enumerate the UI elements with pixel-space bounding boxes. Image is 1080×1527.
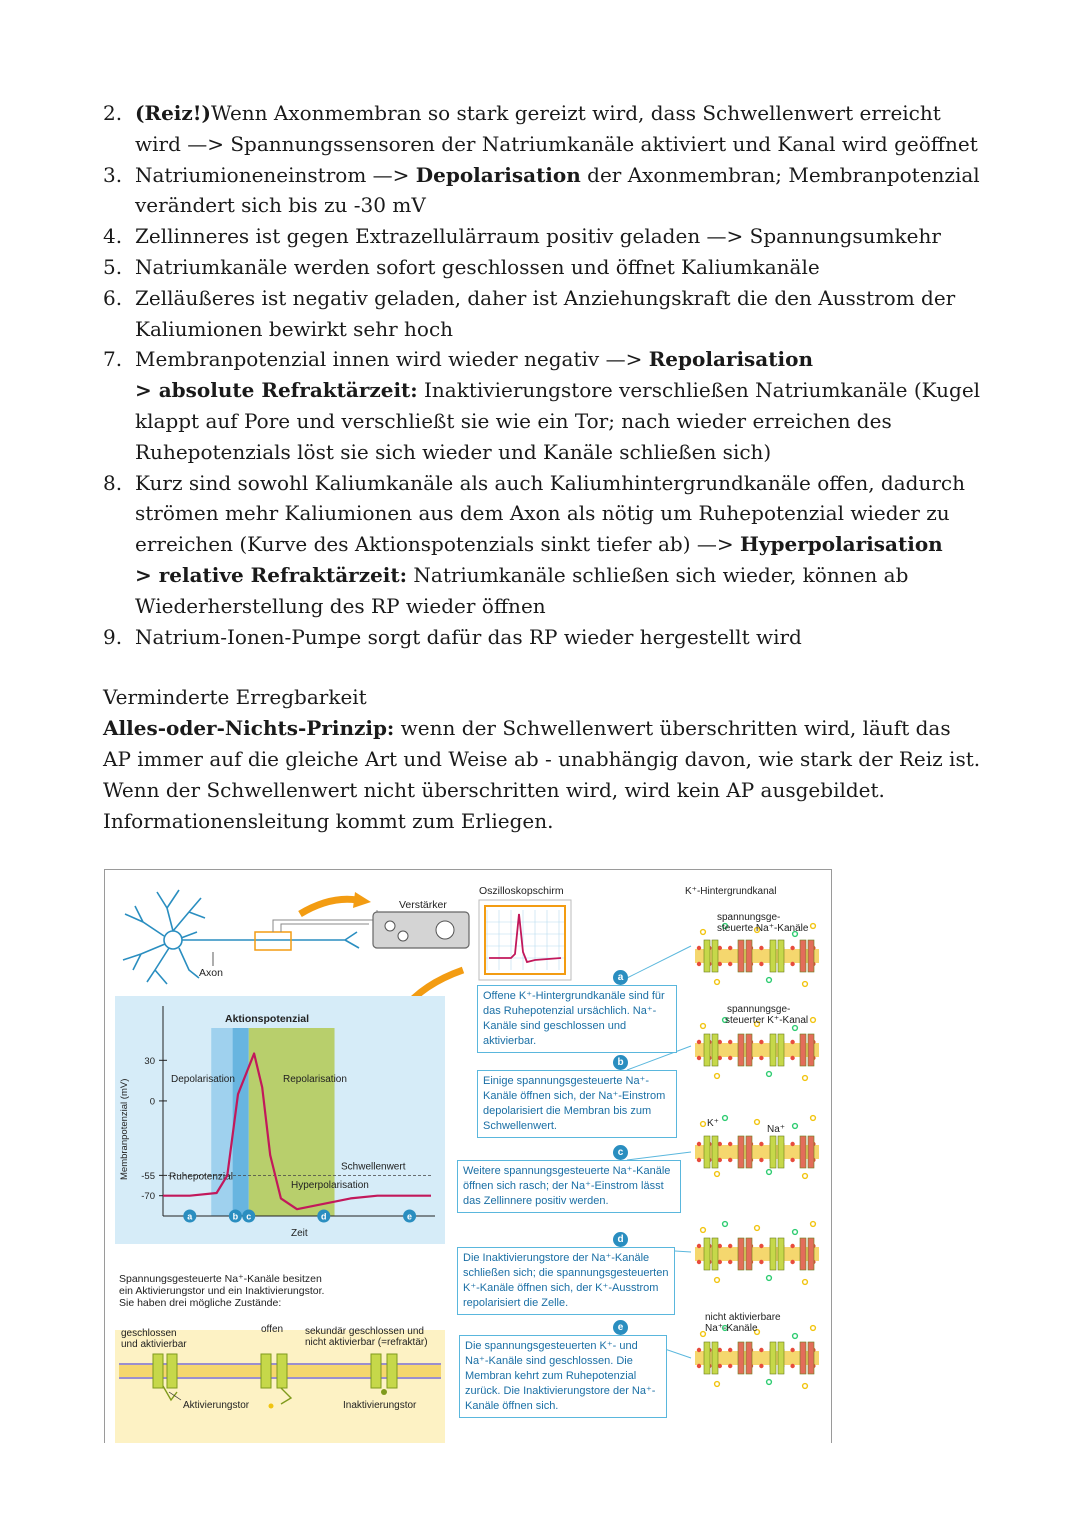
phase-marker-label: a: [187, 1211, 193, 1222]
ion: [715, 980, 720, 985]
step-tag-c: c: [613, 1145, 628, 1160]
step-tag-e: e: [613, 1320, 628, 1335]
ion: [701, 1024, 706, 1029]
step-item: [103, 622, 983, 653]
channel-subunit: [704, 1034, 710, 1066]
lipid-head: [790, 1142, 794, 1146]
step-number: 5.: [103, 254, 123, 279]
state-closed-line-1: geschlossen: [121, 1328, 177, 1339]
step-text: [135, 98, 983, 160]
step-number: 4.: [103, 224, 123, 249]
step-item: [103, 344, 983, 467]
lipid-head: [697, 1056, 701, 1060]
k-channel-label-line-2: steuerter K⁺-Kanal: [725, 1015, 809, 1026]
ion: [793, 1026, 798, 1031]
lipid-head: [759, 1056, 763, 1060]
amplifier-label: Verstärker: [399, 899, 447, 911]
channel-subunit: [770, 1342, 776, 1374]
y-tick-label: -70: [141, 1191, 155, 1203]
channel-subunit: [738, 940, 744, 972]
lipid-head: [697, 1158, 701, 1162]
step-bold-text: (Reiz!): [135, 101, 212, 125]
state-refractory-line-2: nicht aktivierbar (=refraktär): [305, 1337, 428, 1348]
ion: [715, 1172, 720, 1177]
ion: [803, 1384, 808, 1389]
channel-subunit: [712, 940, 718, 972]
step-plain-text: der Axonmembran; Membranpotenzial verändert sich bis zu -30 mV: [135, 162, 980, 218]
oscilloscope-label: Oszilloskopschirm: [479, 885, 564, 897]
channel-subunit: [800, 940, 806, 972]
step-item: [103, 221, 983, 252]
channel-subunit: [770, 1034, 776, 1066]
ion: [715, 1074, 720, 1079]
gates-intro-line-2: ein Aktivierungstor und ein Inaktivierungstor.: [119, 1285, 325, 1297]
ion: [755, 1226, 760, 1231]
step-number: 9.: [103, 624, 123, 649]
channel-subunit: [738, 1136, 744, 1168]
channel-subunit: [770, 1238, 776, 1270]
x-axis-label: Zeit: [291, 1228, 308, 1239]
ion: [803, 1280, 808, 1285]
phase-label: Depolarisation: [171, 1074, 235, 1085]
step-number: 7.: [103, 347, 123, 372]
step-text: [135, 160, 983, 222]
step-plain-text: Zellinneres ist gegen Extrazellulärraum positiv geladen —> Spannungsumkehr: [135, 224, 941, 249]
step-box-d: Die Inaktivierungstore der Na⁺-Kanäle schließen sich; die spannungsgesteuerten K⁺-Kanäle öffnen sich, der K⁺-Ausstrom repolarisiert die Zelle.: [457, 1247, 675, 1315]
non-activatable-line-1: nicht aktivierbare: [705, 1312, 781, 1323]
channel-subunit: [704, 1136, 710, 1168]
step-plain-text: Natriumkanäle schließen sich wieder, können ab Wiederherstellung des RP wieder öffnen: [135, 562, 909, 618]
ion: [701, 1122, 706, 1127]
gates-intro-line-1: Spannungsgesteuerte Na⁺-Kanäle besitzen: [119, 1273, 322, 1285]
lipid-head: [697, 1040, 701, 1044]
lipid-head: [790, 1056, 794, 1060]
channel-subunit: [808, 1034, 814, 1066]
ion: [723, 1116, 728, 1121]
step-bold-text: Depolarisation: [415, 162, 581, 187]
step-plain-text: Natriumkanäle werden sofort geschlossen und öffnet Kaliumkanäle: [135, 254, 820, 279]
lipid-head: [728, 1244, 732, 1248]
principle-text: wenn der Schwellenwert überschritten wird, läuft das AP immer auf die gleiche Art und Weise ab - unabhängig davon, wie stark der Reiz ist. Wenn der Schwellenwert nicht überschritten wird, wird kein AP ausgebildet. Informationensleitung kommt zum Erliegen.: [103, 716, 981, 833]
phase-marker-label: e: [407, 1211, 413, 1222]
step-plain-text: Natriumioneneinstrom —>: [135, 162, 416, 187]
channel-subunit: [746, 1238, 752, 1270]
step-item: [103, 252, 983, 283]
k-channel-label-line-1: spannungsge-: [727, 1004, 791, 1015]
recording-site: [255, 932, 291, 950]
step-text: [135, 344, 983, 467]
channel-subunit: [778, 1136, 784, 1168]
channel-subunit: [808, 1342, 814, 1374]
na-channels-label-line-2: steuerte Na⁺-Kanäle: [717, 923, 809, 934]
ion: [715, 1278, 720, 1283]
channel-subunit: [746, 1034, 752, 1066]
phase-marker-label: c: [246, 1211, 252, 1222]
lipid-head: [759, 1244, 763, 1248]
y-tick-label: -55: [141, 1170, 155, 1182]
step-plain-text: Membranpotenzial innen wird wieder negativ —>: [135, 347, 649, 372]
lipid-head: [790, 946, 794, 950]
ion: [767, 1276, 772, 1281]
step-box-a: Offene K⁺-Hintergrundkanäle sind für das Ruhepotenzial ursächlich. Na⁺-Kanäle sind geschlossen und aktivierbar.: [477, 985, 677, 1053]
step-text: [135, 468, 983, 622]
lipid-head: [697, 1260, 701, 1264]
step-text: [135, 221, 983, 252]
channel-subunit: [778, 1238, 784, 1270]
activation-gate-label: Aktivierungstor: [183, 1400, 250, 1411]
channel-subunit: [738, 1034, 744, 1066]
lipid-head: [759, 946, 763, 950]
step-plain-text: Natrium-Ionen-Pumpe sorgt dafür das RP wieder hergestellt wird: [135, 624, 802, 649]
phase-marker-label: d: [321, 1211, 327, 1222]
lipid-head: [759, 1142, 763, 1146]
channel-subunit: [808, 940, 814, 972]
channel-subunit: [704, 940, 710, 972]
oscilloscope-screen: [479, 900, 571, 980]
channel-subunit: [712, 1136, 718, 1168]
state-closed-line-2: und aktivierbar: [121, 1339, 187, 1350]
ion: [793, 1334, 798, 1339]
step-box-c: Weitere spannungsgesteuerte Na⁺-Kanäle öffnen sich rasch; der Na⁺-Einstrom lässt das Zellinnere positiv werden.: [457, 1160, 681, 1213]
channel-subunit: [800, 1136, 806, 1168]
lipid-head: [697, 1244, 701, 1248]
ion: [701, 930, 706, 935]
ion: [811, 924, 816, 929]
non-activatable-line-2: Na⁺-Kanäle: [705, 1323, 758, 1334]
channel-subunit: [746, 1136, 752, 1168]
lipid-head: [790, 1260, 794, 1264]
arrow-to-amplifier: [300, 899, 357, 914]
ion: [811, 1222, 816, 1227]
ion: [723, 1222, 728, 1227]
lipid-head: [697, 1348, 701, 1352]
channel-subunit: [778, 940, 784, 972]
ion: [803, 1076, 808, 1081]
y-tick-label: 30: [144, 1055, 155, 1067]
step-number: 2.: [103, 101, 123, 125]
step-bold-text: > relative Refraktärzeit:: [135, 562, 408, 587]
ion: [793, 1124, 798, 1129]
channel-subunit: [778, 1034, 784, 1066]
y-tick-label: 0: [149, 1096, 155, 1108]
lipid-head: [790, 1040, 794, 1044]
na-channels-label-line-1: spannungsge-: [717, 912, 781, 923]
lipid-head: [697, 946, 701, 950]
channel-subunit: [800, 1342, 806, 1374]
step-bold-text: Hyperpolarisation: [739, 532, 943, 557]
lipid-head: [759, 1364, 763, 1368]
y-axis-label: Membranpotenzial (mV): [119, 1078, 130, 1180]
step-box-b: Einige spannungsgesteuerte Na⁺-Kanäle öffnen sich, der Na⁺-Einstrom depolarisiert die Membran bis zum Schwellenwert.: [477, 1070, 677, 1138]
step-plain-text: Wenn Axonmembran so stark gereizt wird, dass Schwellenwert erreicht wird —> Spannungssensoren der Natriumkanäle aktiviert und Kanal wird geöffnet: [135, 101, 978, 156]
ion: [755, 1120, 760, 1125]
step-item: [103, 98, 983, 160]
step-bold-text: Repolarisation: [648, 347, 813, 372]
ion: [767, 1170, 772, 1175]
axon-label: Axon: [199, 967, 223, 979]
electrode-wires: [273, 910, 377, 932]
gates-intro-line-3: Sie haben drei mögliche Zustände:: [119, 1297, 282, 1309]
step-tag-b: b: [613, 1055, 628, 1070]
channel-subunit: [712, 1342, 718, 1374]
lipid-head: [728, 1056, 732, 1060]
lipid-head: [759, 1040, 763, 1044]
resting-label: Ruhepotenzial: [169, 1171, 233, 1183]
k-ion-label: K⁺: [707, 1118, 719, 1129]
channel-subunit: [704, 1342, 710, 1374]
lipid-head: [728, 946, 732, 950]
step-box-e: Die spannungsgesteuerten K⁺- und Na⁺-Kanäle sind geschlossen. Die Membran kehrt zum Ruhepotenzial zurück. Die Inaktivierungstore der Na⁺-Kanäle öffnen sich.: [459, 1335, 667, 1418]
step-item: [103, 283, 983, 345]
lipid-head: [790, 1244, 794, 1248]
ion: [767, 1072, 772, 1077]
ion: [811, 1326, 816, 1331]
step-tag-a: a: [613, 970, 628, 985]
notes: [103, 98, 983, 836]
lipid-head: [728, 1142, 732, 1146]
step-item: [103, 468, 983, 622]
channel-subunit: [704, 1238, 710, 1270]
step-plain-text: Kurz sind sowohl Kaliumkanäle als auch Kaliumhintergrundkanäle offen, dadurch strömen mehr Kaliumionen aus dem Axon als nötig um Ruhepotenzial wieder zu erreichen (Kurve des Aktionspotenzials sinkt tiefer ab) —>: [135, 470, 965, 557]
ion: [715, 1382, 720, 1387]
inactivation-gate-label: Inaktivierungstor: [343, 1400, 417, 1411]
ion: [811, 1018, 816, 1023]
channel-subunit: [746, 1342, 752, 1374]
channel-subunit: [770, 1136, 776, 1168]
phase-label: Repolarisation: [283, 1074, 347, 1085]
step-text: [135, 252, 983, 283]
ion: [767, 978, 772, 983]
lipid-head: [790, 1364, 794, 1368]
channel-subunit: [808, 1136, 814, 1168]
channel-subunit: [712, 1238, 718, 1270]
step-plain-text: Inaktivierungstore verschließen Natriumkanäle (Kugel klappt auf Pore und verschließt sie wie ein Tor; nach wieder erreichen des Ruhepotenzials löst sie sich wieder und Kanäle schließen sich): [135, 378, 981, 464]
phase-label: Hyperpolarisation: [291, 1180, 369, 1191]
lipid-head: [728, 1040, 732, 1044]
ion: [803, 1174, 808, 1179]
channel-subunit: [746, 940, 752, 972]
lipid-head: [728, 1348, 732, 1352]
chart-title: Aktionspotenzial: [225, 1013, 310, 1025]
channel-subunit: [778, 1342, 784, 1374]
action-potential-figure: [104, 869, 832, 1443]
lipid-head: [728, 1158, 732, 1162]
lipid-head: [728, 962, 732, 966]
na-ion-label: Na⁺: [767, 1124, 786, 1135]
principle-paragraph: [103, 713, 983, 836]
channel-subunit: [738, 1342, 744, 1374]
phase-marker-label: b: [232, 1211, 239, 1222]
ion: [803, 982, 808, 987]
step-text: [135, 283, 983, 345]
step-plain-text: Zelläußeres ist negativ geladen, daher ist Anziehungskraft die den Ausstrom der Kaliumionen bewirkt sehr hoch: [135, 285, 956, 341]
ion: [767, 1380, 772, 1385]
lipid-head: [759, 1348, 763, 1352]
principle-label: Alles-oder-Nichts-Prinzip:: [103, 716, 395, 741]
state-refractory-line-1: sekundär geschlossen und: [305, 1326, 424, 1337]
step-text: [135, 622, 983, 653]
step-number: 3.: [103, 162, 123, 187]
step-bold-text: > absolute Refraktärzeit:: [135, 378, 418, 403]
lipid-head: [697, 962, 701, 966]
channel-subunit: [712, 1034, 718, 1066]
lipid-head: [728, 1260, 732, 1264]
step-item: [103, 160, 983, 222]
step-tag-d: d: [613, 1232, 628, 1247]
step-number: 8.: [103, 470, 123, 495]
state-open-label: offen: [261, 1324, 284, 1335]
ion: [811, 1116, 816, 1121]
section-heading: Verminderte Erregbarkeit: [103, 685, 367, 710]
channel-subunit: [770, 940, 776, 972]
threshold-label: Schwellenwert: [341, 1161, 406, 1173]
ion: [793, 1230, 798, 1235]
channel-subunit: [800, 1034, 806, 1066]
lipid-head: [697, 1142, 701, 1146]
lipid-head: [790, 962, 794, 966]
lipid-head: [759, 962, 763, 966]
lipid-head: [697, 1364, 701, 1368]
lipid-head: [790, 1158, 794, 1162]
lipid-head: [728, 1364, 732, 1368]
channel-subunit: [738, 1238, 744, 1270]
lipid-head: [759, 1260, 763, 1264]
step-list: [103, 98, 983, 652]
channel-subunit: [800, 1238, 806, 1270]
channel-subunit: [808, 1238, 814, 1270]
ion: [701, 1228, 706, 1233]
bg-channel-label: K⁺-Hintergrundkanal: [685, 886, 777, 897]
step-number: 6.: [103, 285, 123, 310]
lipid-head: [790, 1348, 794, 1352]
lipid-head: [759, 1158, 763, 1162]
